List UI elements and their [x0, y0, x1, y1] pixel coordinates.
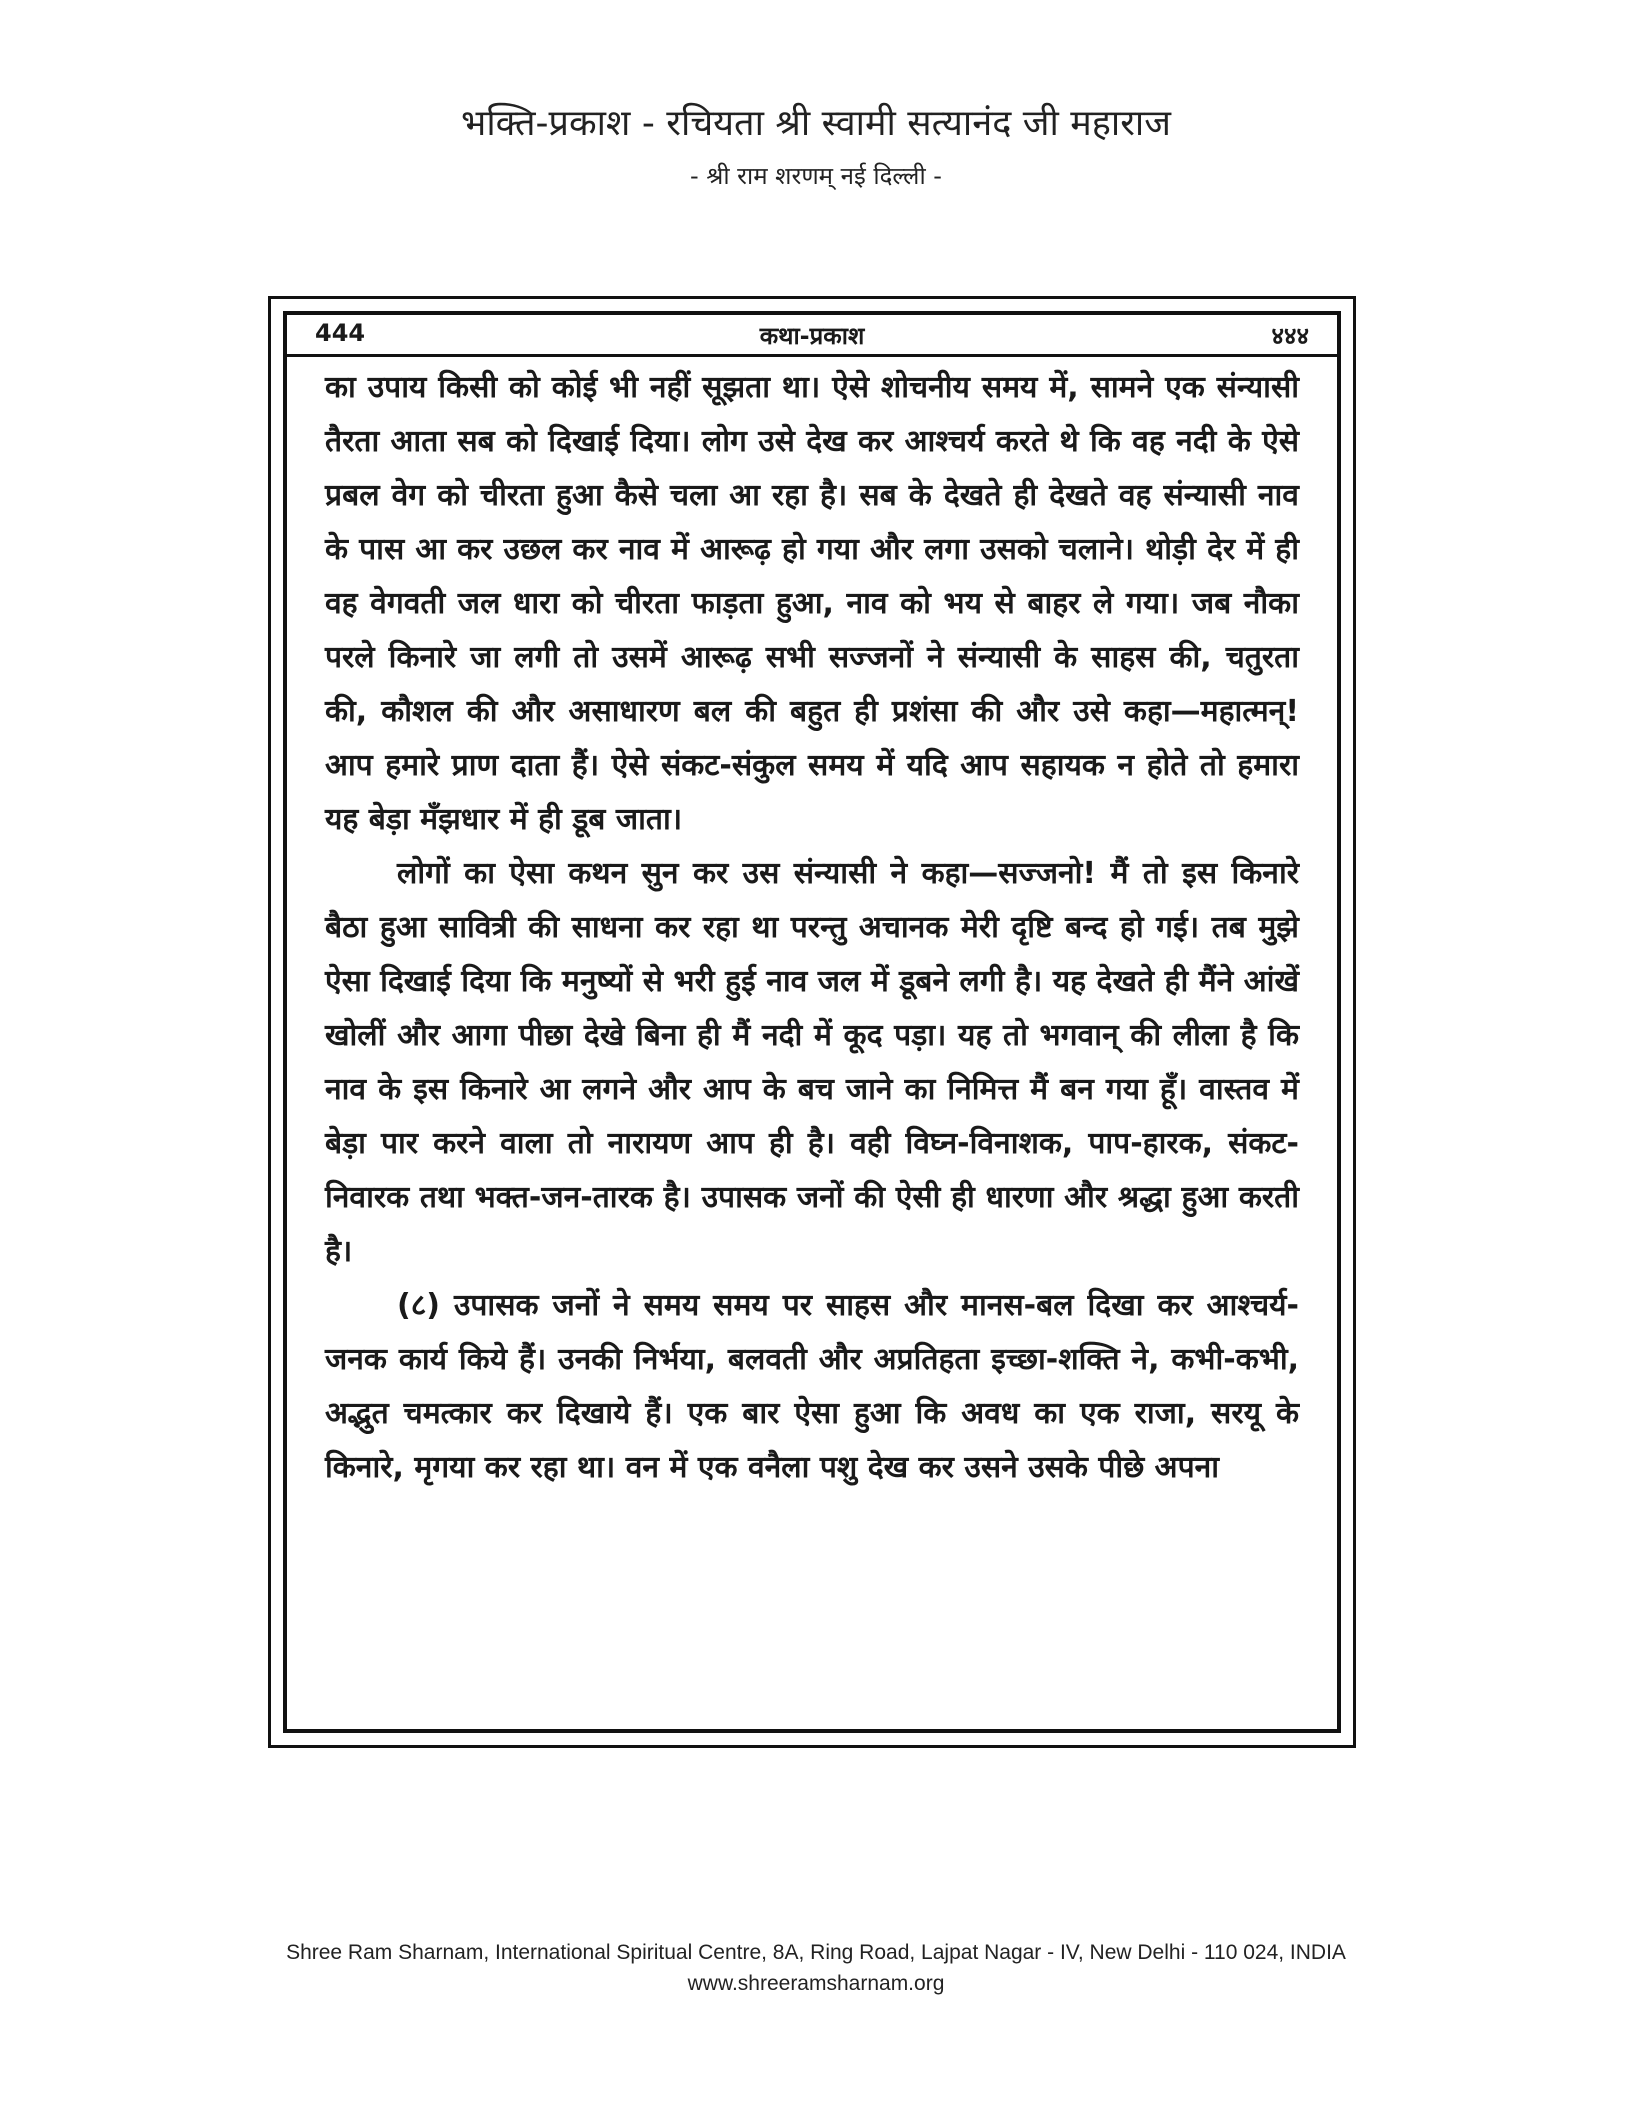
- section-title: कथा-प्रकाश: [759, 322, 865, 350]
- book-title: भक्ति-प्रकाश - रचियता श्री स्वामी सत्यानंद जी महाराज: [461, 103, 1171, 144]
- page-frame: [268, 296, 1356, 1748]
- paragraph: का उपाय किसी को कोई भी नहीं सूझता था। ऐसे शोचनीय समय में, सामने एक संन्यासी तैरता आता सब को दिखाई दिया। लोग उसे देख कर आश्चर्य करते थे कि वह नदी के ऐसे प्रबल वेग को चीरता हुआ कैसे चला आ रहा है। सब के देखते ही देखते वह संन्यासी नाव के पास आ कर उछल कर नाव में आरूढ़ हो गया और लगा उसको चलाने। थोड़ी देर में ही वह वेगवती जल धारा को चीरता फाड़ता हुआ, नाव को भय से बाहर ले गया। जब नौका परले किनारे जा लगी तो उसमें आरूढ़ सभी सज्जनों ने संन्यासी के साहस की, चतुरता की, कौशल की और असाधारण बल की बहुत ही प्रशंसा की और उसे कहा—महात्मन्! आप हमारे प्राण दाता हैं। ऐसे संकट-संकुल समय में यदि आप सहायक न होते तो हमारा यह बेड़ा मँझधार में ही डूब जाता।: [325, 370, 1299, 837]
- frame-header: [287, 315, 1337, 357]
- page-header: [0, 100, 1632, 196]
- footer-address: Shree Ram Sharnam, International Spiritual Centre, 8A, Ring Road, Lajpat Nagar - IV, New Delhi - 110 024, INDIA: [286, 1941, 1346, 1964]
- page-number-latin: 444: [315, 319, 366, 347]
- paragraph: लोगों का ऐसा कथन सुन कर उस संन्यासी ने कहा—सज्जनो! मैं तो इस किनारे बैठा हुआ सावित्री की साधना कर रहा था परन्तु अचानक मेरी दृष्टि बन्द हो गई। तब मुझे ऐसा दिखाई दिया कि मनुष्यों से भरी हुई नाव जल में डूबने लगी है। यह देखते ही मैंने आंखें खोलीं और आगा पीछा देखे बिना ही मैं नदी में कूद पड़ा। यह तो भगवान् की लीला है कि नाव के इस किनारे आ लगने और आप के बच जाने का निमित्त मैं बन गया हूँ। वास्तव में बेड़ा पार करने वाला तो नारायण आप ही है। वही विघ्न-विनाशक, पाप-हारक, संकट-निवारक तथा भक्त-जन-तारक है। उपासक जनों की ऐसी ही धारणा और श्रद्धा हुआ करती है।: [325, 856, 1299, 1269]
- book-subtitle: - श्री राम शरणम् नई दिल्ली -: [690, 162, 942, 190]
- footer-website: www.shreeramsharnam.org: [687, 1972, 945, 1995]
- page-frame-inner: [283, 311, 1341, 1733]
- paragraph: (८) उपासक जनों ने समय समय पर साहस और मानस-बल दिखा कर आश्चर्य-जनक कार्य किये हैं। उनकी निर्भया, बलवती और अप्रतिहता इच्छा-शक्ति ने, कभी-कभी, अद्भुत चमत्कार कर दिखाये हैं। एक बार ऐसा हुआ कि अवध का एक राजा, सरयू के किनारे, मृगया कर रहा था। वन में एक वनैला पशु देख कर उसने उसके पीछे अपना: [325, 1288, 1299, 1485]
- body-text: [325, 361, 1299, 1495]
- page-footer: [0, 1937, 1632, 1999]
- page-number-devanagari: ४४४: [1271, 322, 1309, 350]
